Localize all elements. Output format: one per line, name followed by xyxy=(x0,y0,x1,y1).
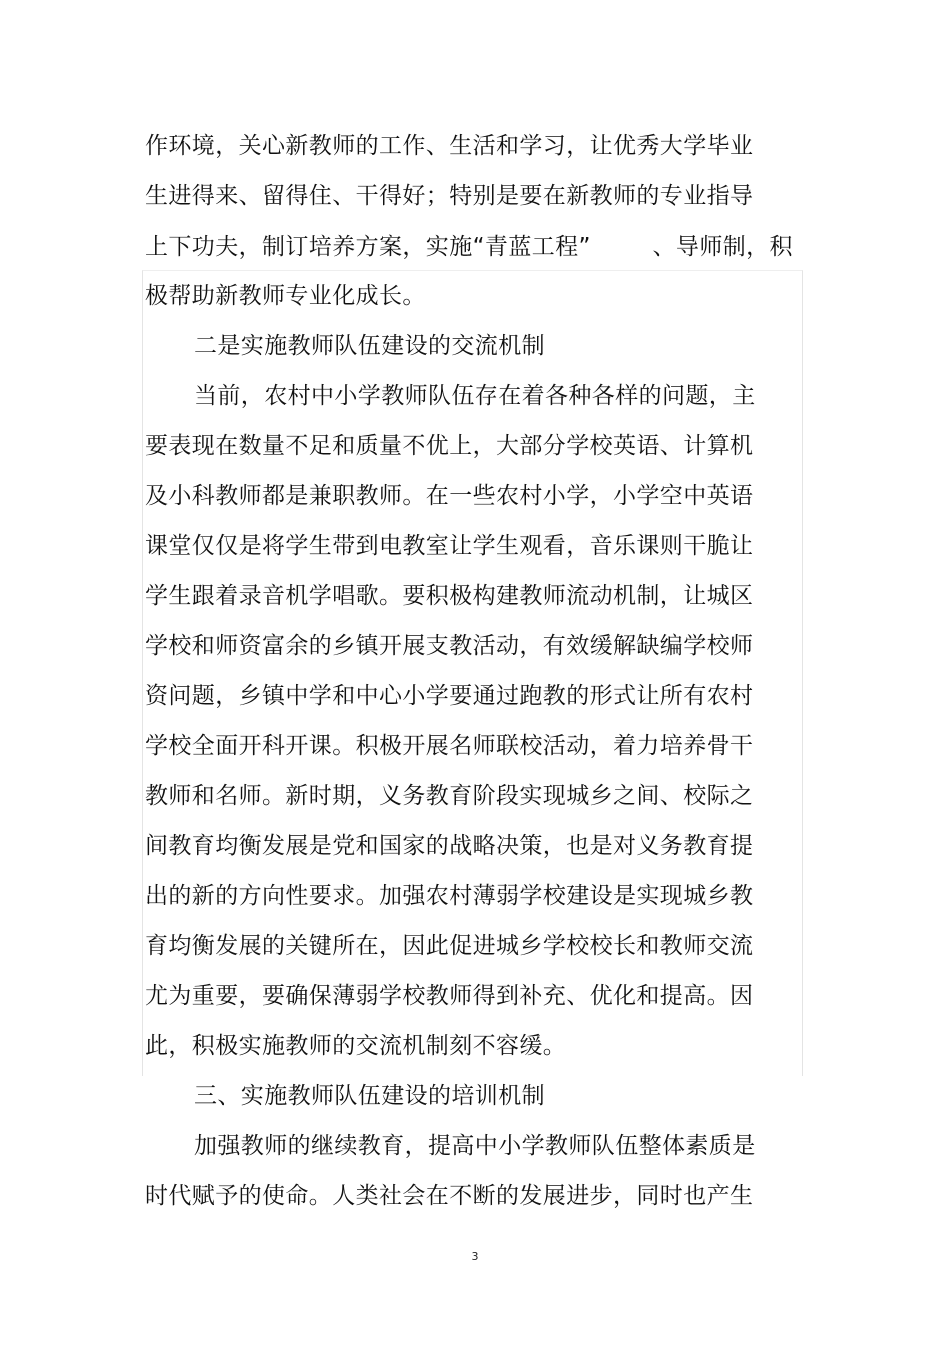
text-line: 要表现在数量不足和质量不优上，大部分学校英语、计算机 xyxy=(145,433,754,459)
text-line: 时代赋予的使命。人类社会在不断的发展进步，同时也产生 xyxy=(145,1183,754,1209)
text-line: 课堂仅仅是将学生带到电教室让学生观看，音乐课则干脆让 xyxy=(145,533,754,559)
text-line: 极帮助新教师专业化成长。 xyxy=(145,283,426,309)
text-line: 此，积极实施教师的交流机制刻不容缓。 xyxy=(145,1033,567,1059)
text-line: 作环境，关心新教师的工作、生活和学习，让优秀大学毕业 xyxy=(145,133,754,159)
text-line: 学校全面开科开课。积极开展名师联校活动，着力培养骨干 xyxy=(145,733,754,759)
page-number: 3 xyxy=(471,1250,479,1263)
paragraph-start: 当前，农村中小学教师队伍存在着各种各样的问题，主 xyxy=(194,383,756,409)
text-line: 出的新的方向性要求。加强农村薄弱学校建设是实现城乡教 xyxy=(145,883,754,909)
text-line: 间教育均衡发展是党和国家的战略决策，也是对义务教育提 xyxy=(145,833,754,859)
paragraph-start: 加强教师的继续教育，提高中小学教师队伍整体素质是 xyxy=(194,1133,756,1159)
section-heading: 二是实施教师队伍建设的交流机制 xyxy=(194,333,545,359)
text-line: 育均衡发展的关键所在，因此促进城乡学校校长和教师交流 xyxy=(145,933,754,959)
text-line: 及小科教师都是兼职教师。在一些农村小学，小学空中英语 xyxy=(145,483,754,509)
text-line: 资问题，乡镇中学和中心小学要通过跑教的形式让所有农村 xyxy=(145,683,754,709)
text-line: 学校和师资富余的乡镇开展支教活动，有效缓解缺编学校师 xyxy=(145,633,754,659)
text-line: 学生跟着录音机学唱歌。要积极构建教师流动机制，让城区 xyxy=(145,583,754,609)
text-line: 教师和名师。新时期，义务教育阶段实现城乡之间、校际之 xyxy=(145,783,754,809)
section-heading: 三、实施教师队伍建设的培训机制 xyxy=(194,1083,545,1109)
text-line: 上下功夫，制订培养方案，实施“青蓝工程” 、导师制，积 xyxy=(145,234,793,260)
text-line: 生进得来、留得住、干得好；特别是要在新教师的专业指导 xyxy=(145,183,754,209)
text-line: 尤为重要，要确保薄弱学校教师得到补充、优化和提高。因 xyxy=(145,983,754,1009)
